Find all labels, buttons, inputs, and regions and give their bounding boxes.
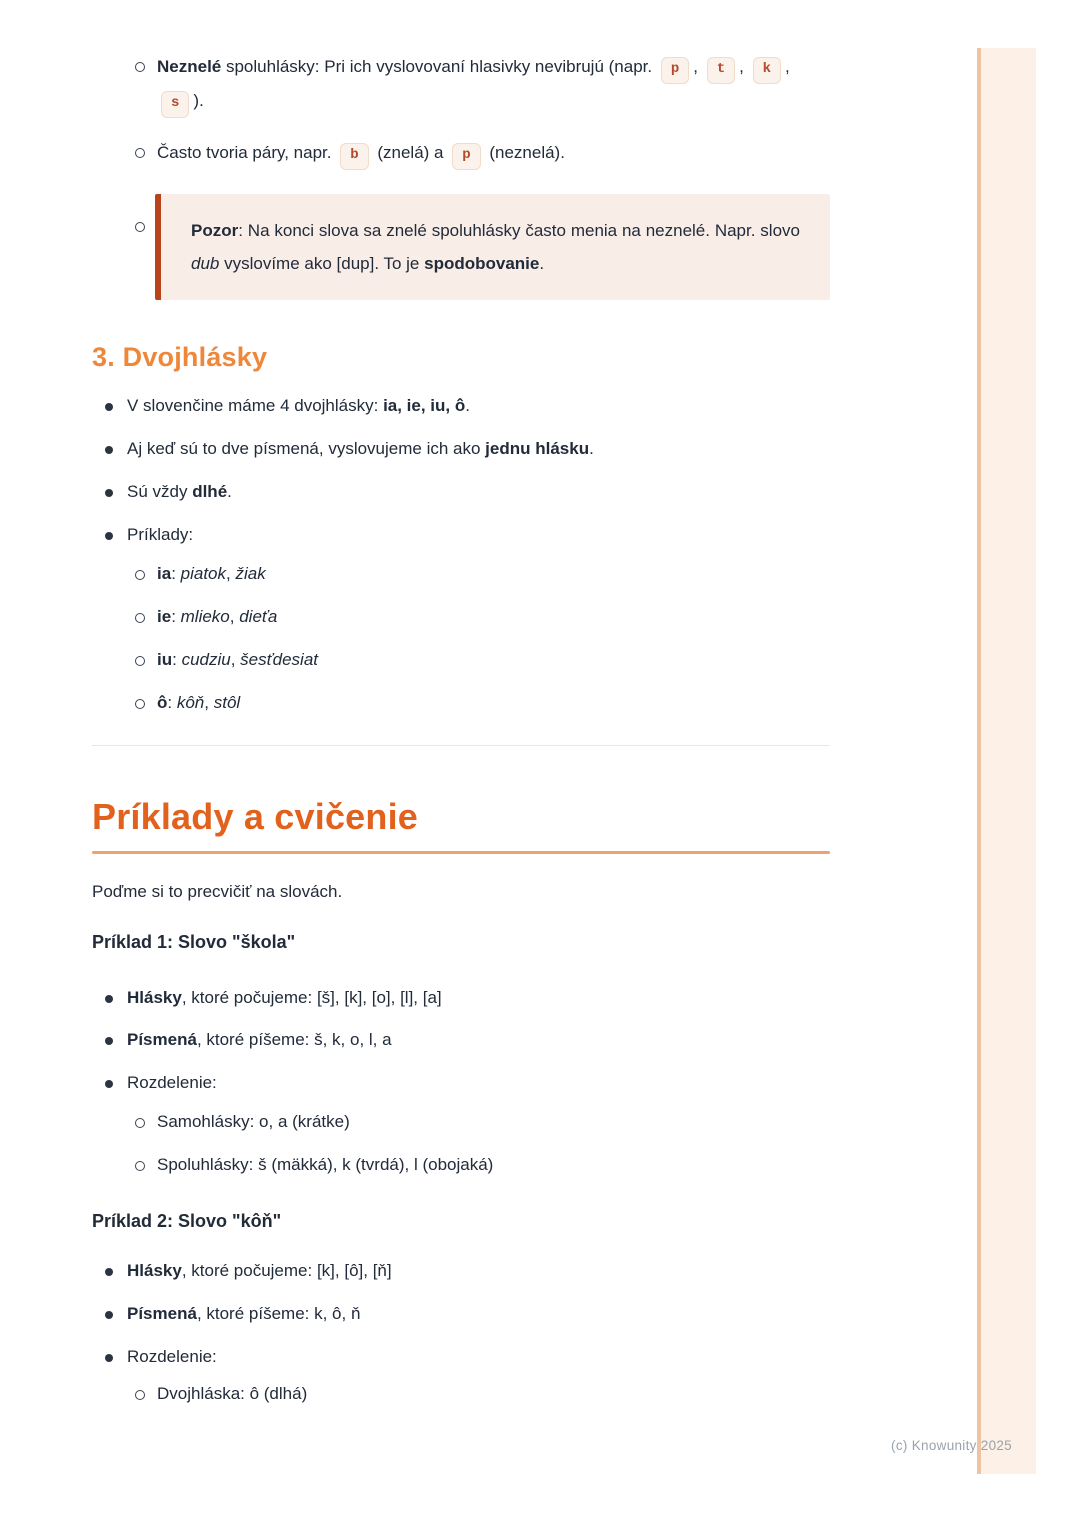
text-segment: Príklady:	[127, 524, 194, 544]
text-segment: ).	[193, 91, 204, 110]
text-segment: Rozdelenie:	[127, 1347, 217, 1367]
example2-title: Príklad 2: Slovo "kôň"	[92, 1211, 282, 1232]
text-segment: ,	[784, 57, 790, 76]
heading-underline	[92, 851, 830, 854]
text-segment: jednu hlásku	[485, 438, 590, 458]
text-segment: spoluhlásky: Pri ich vyslovovaní hlasivky nevibrujú (napr.	[221, 57, 657, 76]
text-segment: dub	[191, 254, 220, 273]
list-item-text	[157, 1155, 493, 1174]
text-segment: Aj keď sú to dve písmená, vyslovujeme ich ako	[127, 438, 486, 458]
text-segment: .	[539, 254, 545, 273]
list-item-text	[127, 1261, 392, 1280]
list-item	[157, 1383, 830, 1406]
list-item-text	[157, 1112, 350, 1131]
neznele-sublist	[92, 50, 830, 300]
callout-text	[191, 214, 800, 280]
document-content	[92, 50, 830, 1426]
text-segment: Dvojhláska: ô (dlhá)	[157, 1384, 308, 1403]
code-badge: b	[340, 143, 368, 170]
dvojhlasky-list	[92, 395, 830, 715]
text-segment: ,	[204, 692, 214, 712]
list-item	[127, 524, 830, 715]
list-item	[127, 1260, 830, 1283]
text-segment: ia, ie, iu, ô	[383, 396, 466, 415]
text-segment: spodobovanie	[424, 254, 540, 273]
text-segment: Spoluhlásky: š (mäkká), k (tvrdá), l (obojaká)	[157, 1155, 494, 1175]
example2-breakdown-list	[127, 1383, 830, 1406]
exercises-intro: Poďme si to precvičiť na slovách.	[92, 881, 343, 901]
list-item	[157, 50, 830, 118]
example2-list	[92, 1260, 830, 1406]
text-segment: Samohlásky: o, a (krátke)	[157, 1112, 350, 1132]
list-item	[127, 1346, 830, 1406]
list-item-text	[127, 1073, 217, 1092]
text-segment: piatok	[180, 563, 227, 583]
text-segment: cudziu	[181, 649, 231, 669]
list-item	[127, 438, 830, 461]
copyright-footer: (c) Knowunity 2025	[891, 1438, 1012, 1453]
text-segment: , ktoré počujeme: [š], [k], [o], [l], [a]	[181, 987, 442, 1007]
text-segment: :	[167, 692, 177, 712]
text-segment: (znelá) a	[372, 143, 449, 162]
text-segment: ô	[157, 692, 168, 712]
text-segment: Hlásky	[127, 987, 182, 1007]
code-badge: s	[161, 91, 189, 118]
text-segment: dieťa	[239, 606, 278, 626]
list-item	[127, 987, 830, 1010]
list-item-text	[127, 1304, 360, 1323]
section-heading-dvojhlasky: 3. Dvojhlásky	[92, 342, 268, 372]
text-segment: iu	[157, 649, 173, 669]
text-segment: žiak	[235, 563, 266, 583]
text-segment: V slovenčine máme 4 dvojhlásky:	[127, 396, 384, 415]
text-segment: mlieko	[180, 606, 230, 626]
text-segment: :	[172, 649, 182, 669]
text-segment: , ktoré píšeme: k, ô, ň	[196, 1304, 361, 1324]
list-item-text	[157, 143, 565, 162]
list-item-text	[127, 1347, 217, 1366]
list-item-text	[157, 650, 318, 669]
list-item	[157, 136, 830, 170]
text-segment: ,	[226, 563, 236, 583]
list-item-text	[127, 396, 470, 415]
list-item-text	[127, 482, 232, 501]
code-badge: k	[753, 57, 781, 84]
list-item-text	[157, 693, 240, 712]
text-segment: .	[227, 481, 232, 501]
example1-title: Príklad 1: Slovo "škola"	[92, 931, 296, 952]
code-badge: t	[707, 57, 735, 84]
page-title: Príklady a cvičenie	[92, 795, 419, 837]
text-segment: :	[171, 563, 181, 583]
text-segment: : Na konci slova sa znelé spoluhlásky často menia na neznelé. Napr. slovo	[238, 221, 800, 240]
text-segment: Neznelé	[157, 57, 222, 76]
dvojhlasky-examples-list	[127, 563, 830, 715]
text-segment: šesťdesiat	[240, 649, 318, 669]
text-segment: ,	[739, 57, 749, 76]
text-segment: ia	[157, 563, 172, 583]
pozor-callout	[155, 194, 830, 300]
list-item-text	[157, 1384, 307, 1403]
list-item-text	[157, 564, 266, 583]
list-item	[157, 606, 830, 629]
text-segment: ie	[157, 606, 172, 626]
text-segment: Písmená	[127, 1304, 197, 1324]
text-segment: (neznelá).	[484, 143, 565, 162]
list-item	[127, 1072, 830, 1177]
example1-breakdown-list	[127, 1111, 830, 1177]
list-item	[157, 692, 830, 715]
code-badge: p	[661, 57, 689, 84]
list-item-text	[127, 1030, 392, 1049]
list-item	[157, 563, 830, 586]
list-item-text	[127, 439, 594, 458]
list-item-text	[127, 988, 442, 1007]
text-segment: vyslovíme ako [dup]. To je	[219, 254, 425, 273]
list-item-text	[157, 607, 277, 626]
text-segment: dlhé	[192, 481, 228, 501]
list-item	[127, 1029, 830, 1052]
list-item-text	[127, 525, 193, 544]
list-item	[127, 395, 830, 418]
code-badge: p	[452, 143, 480, 170]
list-item	[157, 1111, 830, 1134]
text-segment: kôň	[176, 692, 205, 712]
text-segment: Rozdelenie:	[127, 1073, 217, 1093]
text-segment: stôl	[213, 692, 241, 712]
text-segment: ,	[229, 606, 240, 626]
text-segment: , ktoré počujeme: [k], [ô], [ň]	[181, 1261, 392, 1281]
list-item	[157, 194, 830, 300]
text-segment: .	[465, 396, 470, 415]
list-item	[157, 1154, 830, 1177]
text-segment: ,	[230, 649, 241, 669]
text-segment: ,	[693, 57, 703, 76]
section-divider	[92, 745, 830, 746]
text-segment: , ktoré píšeme: š, k, o, l, a	[196, 1030, 392, 1050]
text-segment: .	[589, 438, 594, 458]
text-segment: Sú vždy	[127, 481, 193, 501]
list-item	[127, 481, 830, 504]
list-item	[127, 1303, 830, 1326]
text-segment: Pozor	[191, 221, 239, 240]
page-edge-stripe	[977, 48, 1036, 1474]
text-segment: Často tvoria páry, napr.	[157, 143, 337, 162]
list-item	[157, 649, 830, 672]
text-segment: Hlásky	[127, 1261, 182, 1281]
list-item-text	[157, 57, 790, 110]
text-segment: Písmená	[127, 1030, 197, 1050]
example1-list	[92, 987, 830, 1178]
text-segment: :	[171, 606, 181, 626]
